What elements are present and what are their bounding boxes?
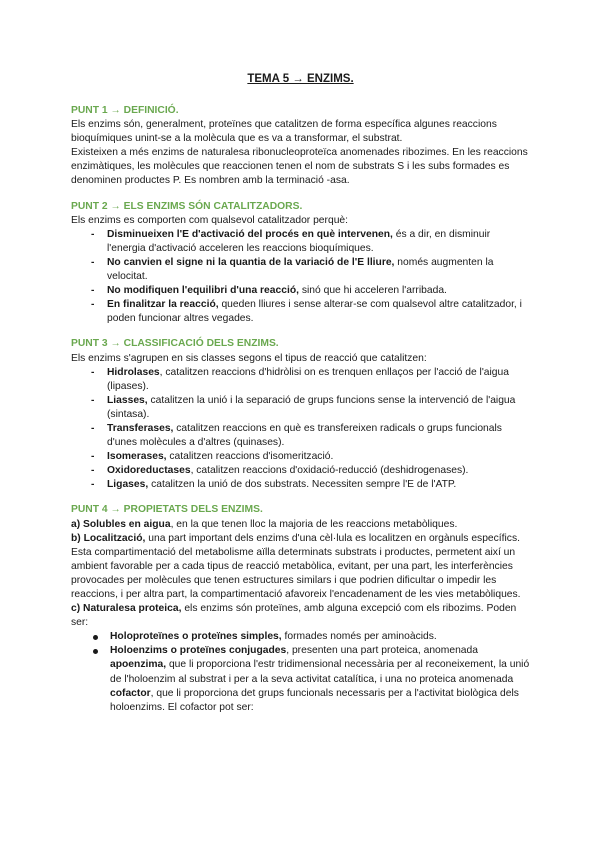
paragraph-text: , en la que tenen lloc la majoria de les reaccions metabòliques.: [170, 518, 458, 530]
paragraph-text: una part important dels enzims d'una cèl·lula es localitzen en orgànuls específics. Esta compartimentació del metabolisme aïlla determinats substrats i productes, permetent així un ambient favorable per a cada tipus de reacció metabòlica, evitant, per una part, les interferències provocades per molècules que tenen estructures similars i que podrien dificultar o impedir les reaccions, i per altra part, la compartimentació afavoreix l'encadenament de les vies metabòliques.: [71, 532, 521, 600]
list-item-text: catalitzen reaccions d'isomerització.: [166, 451, 334, 463]
list-item-text: és a dir, en disminuir l'energia d'activació acceleren les reaccions bioquímiques.: [107, 228, 491, 254]
list-item: [71, 644, 530, 714]
paragraph-text: els enzims són proteïnes, amb alguna excepció com els ribozims. Poden ser:: [71, 603, 517, 629]
list-item-text: , catalitzen reaccions d'hidròlisi on es trenquen enllaços per l'acció de l'aigua (lipases).: [107, 366, 509, 392]
list-item-bold: Ligases,: [107, 479, 149, 491]
list-item-bold: No modifiquen l'equilibri d'una reacció,: [107, 285, 299, 297]
list-item-bold: No canvien el signe ni la quantia de la variació de l'E lliure,: [107, 256, 395, 268]
list-item: [71, 630, 530, 644]
paragraph: Els enzims es comporten com qualsevol catalitzador perquè:: [71, 214, 349, 226]
section-catalitzadors: [71, 200, 530, 327]
paragraph-bold: a) Solubles en aigua: [71, 518, 171, 530]
paragraph: Els enzims s'agrupen en sis classes segons el tipus de reacció que catalitzen:: [71, 352, 427, 364]
section-heading: PUNT 4 → PROPIETATS DELS ENZIMS.: [71, 504, 263, 516]
paragraph-bold: c) Naturalesa proteica,: [71, 603, 182, 615]
list-item: [71, 450, 530, 464]
list-item-text: sinó que hi acceleren l'arribada.: [298, 285, 447, 297]
section-heading: PUNT 1 → DEFINICIÓ.: [71, 105, 179, 116]
list-item: [71, 394, 530, 422]
list-item: [71, 228, 530, 256]
list-item: [71, 284, 530, 298]
list-item: [71, 298, 530, 326]
list-item: [71, 366, 530, 394]
paragraph: [71, 518, 530, 532]
list-item-bold: En finalitzar la reacció,: [107, 299, 219, 311]
paragraph: [71, 602, 530, 630]
section-classificacio: [71, 337, 530, 492]
list-item-bold: Oxidoreductases: [107, 465, 191, 477]
list-item-text: que li proporciona l'estr tridimensional necessària per al reconeixement, la unió de l'holoenzim al substrat i per a la seva activitat catalítica, i una no proteica anomenada: [110, 659, 530, 685]
dash-list: [71, 366, 530, 493]
list-item-bold: Liasses,: [107, 394, 148, 406]
list-item-bold: apoenzima,: [110, 659, 167, 671]
list-item-bold: Isomerases,: [107, 451, 167, 463]
list-item-text: catalitzen la unió i la separació de grups funcions sense la intervenció de l'aigua (sintasa).: [107, 394, 516, 420]
list-item-text: , que li proporciona det grups funcionals necessaris per a l'activitat biològica dels holoenzims. El cofactor pot ser:: [110, 687, 519, 713]
list-item-bold: Holoproteïnes o proteïnes simples,: [110, 631, 282, 643]
paragraph: [71, 532, 530, 602]
page-title: TEMA 5 → ENZIMS.: [247, 73, 354, 85]
list-item-text: , catalitzen reaccions d'oxidació-reducció (deshidrogenases).: [190, 465, 469, 477]
list-item-text: catalitzen reaccions en què es transfereixen radicals o grups funcionals d'unes molècules a d'altres (quinases).: [107, 422, 502, 449]
list-item-bold: Holoenzims o proteïnes conjugades: [110, 645, 287, 657]
section-heading: PUNT 3 → CLASSIFICACIÓ DELS ENZIMS.: [71, 338, 279, 350]
list-item-text: , presenten una part proteica, anomenada: [286, 645, 478, 657]
list-item: [71, 256, 530, 284]
paragraph: Existeixen a més enzims de naturalesa ribonucleoproteïca anomenades ribozimes. En les reaccions enzimàtiques, les molècules que reaccionen tenen el nom de substrats S i les subs formades es denominen productes P. Es nombren amb la terminació -asa.: [71, 147, 528, 187]
paragraph-bold: b) Localització,: [71, 532, 146, 544]
list-item-bold: cofactor: [110, 687, 151, 699]
list-item-text: formades només per aminoàcids.: [281, 631, 437, 643]
list-item: [71, 478, 530, 492]
paragraph: Els enzims són, generalment, proteïnes que catalitzen de forma específica algunes reaccions bioquímiques unint-se a la molècula que es va a transformar, el substrat.: [71, 119, 497, 145]
list-item-bold: Transferases,: [107, 422, 174, 434]
section-propietats: [71, 503, 530, 714]
list-item-text: queden lliures i sense alterar-se com qualsevol altre catalitzador, i poden funcionar altres vegades.: [107, 299, 522, 325]
list-item-bold: Hidrolases: [107, 366, 160, 378]
list-item-text: només augmenten la velocitat.: [107, 256, 494, 283]
section-heading: PUNT 2 → ELS ENZIMS SÓN CATALITZADORS.: [71, 200, 303, 212]
list-item: [71, 422, 530, 450]
dash-list: [71, 228, 530, 327]
list-item-bold: Disminueixen l'E d'activació del procés en què intervenen,: [107, 228, 393, 240]
list-item-text: catalitzen la unió de dos substrats. Necessiten sempre l'E de l'ATP.: [148, 479, 457, 491]
list-item: [71, 464, 530, 478]
section-definicio: [71, 104, 530, 189]
bullet-list: [71, 630, 530, 715]
